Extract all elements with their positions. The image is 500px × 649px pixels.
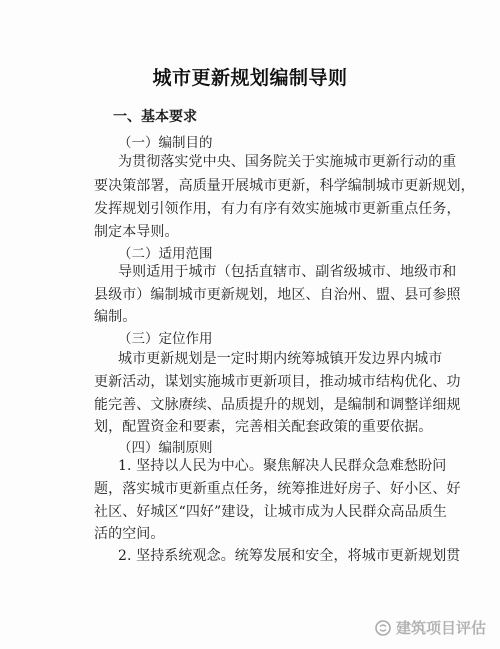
document-title: 城市更新规划编制导则 bbox=[152, 67, 348, 89]
paragraph-line: 1. 坚持以人民为中心。聚焦解决人民群众急难愁盼问 bbox=[118, 458, 447, 474]
paragraph-line: 发挥规划引领作用，有力有序有效实施城市更新重点任务， bbox=[94, 201, 461, 217]
subsection-heading-purpose: （一）编制目的 bbox=[118, 135, 213, 151]
paragraph-line: 能完善、文脉赓续、品质提升的规划，是编制和调整详细规 bbox=[94, 397, 461, 413]
paragraph-line: 要决策部署，高质量开展城市更新，科学编制城市更新规划， bbox=[94, 178, 475, 194]
paragraph-line: 制定本导则。 bbox=[94, 224, 179, 240]
paragraph-line: 导则适用于城市（包括直辖市、副省级城市、地级市和 bbox=[118, 264, 457, 280]
paragraph-line: 编制。 bbox=[94, 309, 137, 325]
watermark-text: 建筑项目评估 bbox=[395, 619, 486, 637]
paragraph-line: 更新活动，谋划实施城市更新项目，推动城市结构优化、功 bbox=[94, 374, 461, 390]
paragraph-line: 社区、好城区“四好”建设，让城市成为人民群众高品质生 bbox=[94, 504, 447, 520]
app-logo-icon bbox=[375, 620, 391, 636]
paragraph-line: 县级市）编制城市更新规划，地区、自治州、盟、县可参照 bbox=[94, 287, 461, 303]
subsection-heading-scope: （二）适用范围 bbox=[118, 246, 213, 262]
paragraph-line: 活的空间。 bbox=[94, 526, 165, 542]
paragraph-line: 题，落实城市更新重点任务，统筹推进好房子、好小区、好 bbox=[94, 481, 461, 497]
section-heading-basic-requirements: 一、基本要求 bbox=[113, 109, 197, 125]
paragraph-line: 2. 坚持系统观念。统筹发展和安全，将城市更新规划贯 bbox=[118, 548, 461, 564]
subsection-heading-principles: （四）编制原则 bbox=[118, 440, 213, 456]
paragraph-line: 城市更新规划是一定时期内统筹城镇开发边界内城市 bbox=[118, 351, 443, 367]
watermark bbox=[375, 617, 486, 638]
subsection-heading-role: （三）定位作用 bbox=[118, 331, 213, 347]
paragraph-line: 划，配置资金和要素，完善相关配套政策的重要依据。 bbox=[94, 419, 433, 435]
paragraph-line: 为贯彻落实党中央、国务院关于实施城市更新行动的重 bbox=[118, 154, 457, 170]
